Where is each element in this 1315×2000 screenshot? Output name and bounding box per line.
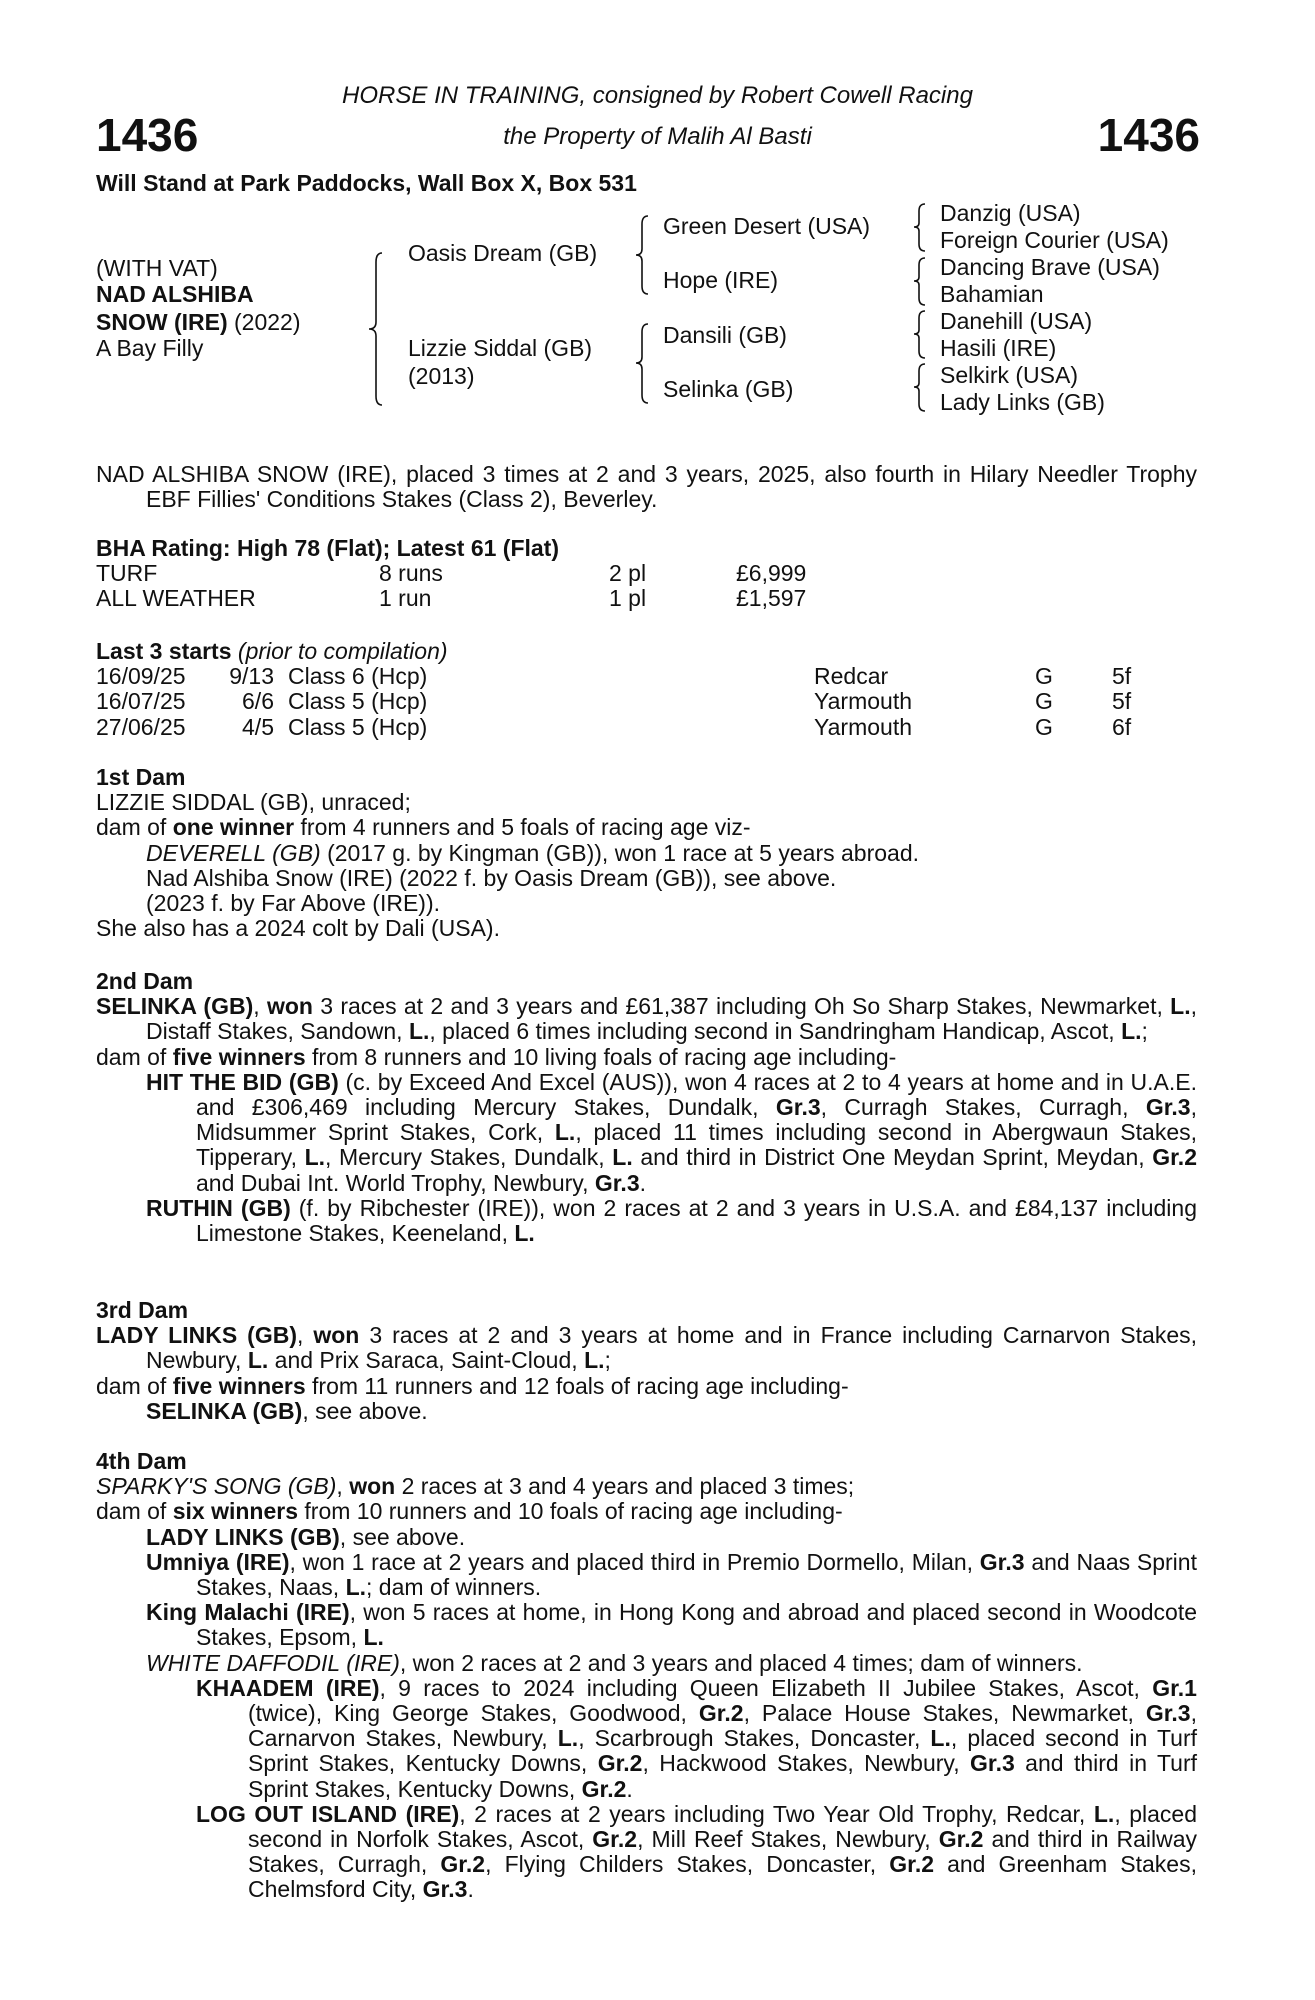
start-race: Class 5 (Hcp) — [288, 688, 428, 715]
text: . — [626, 1775, 633, 1802]
great-grandparent: Danzig (USA) — [940, 200, 1081, 226]
text: . — [467, 1876, 474, 1903]
bold-text: Gr.2 — [592, 1826, 638, 1853]
bold-text: King Malachi (IRE) — [146, 1599, 350, 1626]
text: , Curragh Stakes, Curragh, — [820, 1094, 1146, 1121]
text: , placed second in Norfolk Stakes, Ascot, — [248, 1800, 1198, 1853]
bold-text: L. — [247, 1347, 269, 1374]
text: She also has a 2024 colt by Dali (USA). — [96, 915, 500, 942]
first-dam-section — [96, 765, 1197, 941]
bold-text: RUTHIN (GB) — [146, 1194, 291, 1221]
text: , placed second in Turf Sprint Stakes, Kentucky Downs, — [248, 1725, 1198, 1777]
paragraph — [96, 1651, 1197, 1676]
text: , — [336, 1473, 350, 1500]
paragraph — [96, 891, 1197, 916]
third-dam-section — [96, 1298, 1197, 1424]
placed: 2 pl — [609, 560, 647, 587]
text: dam of — [96, 1498, 173, 1525]
text: NAD ALSHIBA SNOW (IRE), placed 3 times at 2 and 3 years, 2025, also fourth in Hilary Needler Trophy EBF Fillies' Conditions Stakes (Class 2), Beverley. — [96, 461, 1197, 513]
bold-text: L. — [1170, 993, 1191, 1020]
paragraph — [96, 1525, 1197, 1550]
text: , placed 6 times including second in Sandringham Handicap, Ascot, — [429, 1018, 1122, 1045]
paragraph — [96, 815, 1197, 840]
bold-text: L. — [930, 1725, 951, 1752]
bold-text: Gr.2 — [581, 1775, 627, 1802]
text: , see above. — [302, 1397, 428, 1424]
bracket-gg1 — [914, 204, 925, 251]
text: , Mill Reef Stakes, Newbury, — [637, 1826, 939, 1853]
paragraph — [96, 1550, 1197, 1600]
text: from 8 runners and 10 living foals of racing age including- — [305, 1043, 897, 1070]
start-course: Redcar — [814, 663, 889, 690]
text: , won 1 race at 2 years and placed third in Premio Dormello, Milan, — [289, 1548, 980, 1575]
start-pos: 6/6 — [242, 688, 274, 715]
earnings: £1,597 — [736, 585, 807, 612]
bold-text: won — [313, 1322, 360, 1349]
start-race: Class 6 (Hcp) — [288, 663, 428, 690]
bold-text: L. — [557, 1725, 579, 1752]
text: , Flying Childers Stakes, Doncaster, — [485, 1851, 890, 1878]
text: , see above. — [339, 1523, 466, 1550]
bracket-sire-dam — [369, 253, 382, 405]
italic-text: DEVERELL (GB) — [146, 839, 321, 866]
paragraph — [96, 1499, 1197, 1524]
text: and Prix Saraca, Saint-Cloud, — [268, 1347, 585, 1374]
text: , Carnarvon Stakes, Newbury, — [248, 1700, 1197, 1752]
bold-text: LADY LINKS (GB) — [96, 1322, 297, 1349]
text: 3 races at 2 and 3 years and £61,387 including Oh So Sharp Stakes, Newmarket, — [312, 993, 1171, 1020]
bold-text: Umniya (IRE) — [146, 1548, 290, 1575]
start-pos: 9/13 — [229, 663, 274, 690]
text: , Scarbrough Stakes, Doncaster, — [578, 1725, 931, 1752]
text: , Mercury Stakes, Dundalk, — [325, 1144, 613, 1171]
great-grandparent: Dancing Brave (USA) — [940, 254, 1160, 280]
paragraph — [96, 1374, 1197, 1399]
bold-text: L. — [584, 1347, 605, 1374]
text: and third in Turf Sprint Stakes, Kentucky Downs, — [248, 1750, 1198, 1802]
bold-text: Gr.2 — [698, 1700, 744, 1727]
text: and Greenham Stakes, Chelmsford City, — [248, 1851, 1197, 1903]
grandparent: Dansili (GB) — [663, 322, 787, 348]
section-title: 3rd Dam — [96, 1297, 189, 1323]
paragraph — [96, 790, 1197, 815]
text: LIZZIE SIDDAL (GB), unraced; — [96, 789, 411, 816]
lot-number-left: 1436 — [96, 109, 199, 161]
race-summary — [96, 462, 1197, 512]
start-going: G — [1035, 663, 1053, 690]
last-starts-subtitle: (prior to compilation) — [231, 638, 448, 664]
text: (2017 g. by Kingman (GB)), won 1 race at 5 years abroad. — [320, 839, 920, 866]
start-dist: 5f — [1112, 688, 1132, 715]
great-grandparent: Selkirk (USA) — [940, 362, 1079, 388]
text: , 2 races at 2 years including Two Year Old Trophy, Redcar, — [459, 1800, 1094, 1827]
bold-text: HIT THE BID (GB) — [146, 1068, 339, 1095]
property-line: the Property of Malih Al Basti — [503, 123, 812, 150]
bold-text: SELINKA (GB) — [96, 993, 254, 1020]
text: and Naas Sprint Stakes, Naas, — [196, 1548, 1197, 1601]
text: from 4 runners and 5 foals of racing age viz- — [294, 814, 751, 841]
paragraph — [96, 1045, 1197, 1070]
text: , placed 11 times including second in Abergwaun Stakes, Tipperary, — [196, 1119, 1197, 1171]
paragraph — [96, 1196, 1197, 1246]
bold-text: Gr.3 — [775, 1094, 821, 1121]
bold-text: LADY LINKS (GB) — [146, 1523, 340, 1550]
text: , won 5 races at home, in Hong Kong and abroad and placed second in Woodcote Stakes, Epsom, — [196, 1599, 1197, 1651]
bold-text: won — [349, 1473, 396, 1500]
surface: ALL WEATHER — [96, 585, 256, 612]
start-row — [96, 715, 1197, 740]
text: , Palace House Stakes, Newmarket, — [743, 1700, 1146, 1727]
section-title: 4th Dam — [96, 1448, 187, 1474]
foaling-year: (2022) — [227, 309, 301, 335]
bold-text: L. — [514, 1220, 535, 1247]
text: . — [639, 1169, 647, 1196]
text: from 11 runners and 12 foals of racing age including- — [305, 1372, 849, 1399]
stats-row-all-weather — [96, 586, 1197, 611]
text: (f. by Ribchester (IRE)), won 2 races at 2 and 3 years in U.S.A. and £84,137 including Limestone Stakes, Keeneland, — [196, 1194, 1197, 1247]
text: (twice), King George Stakes, Goodwood, — [248, 1700, 699, 1727]
bracket-sire — [636, 216, 648, 294]
text: , won 2 races at 2 and 3 years and placed 4 times; dam of winners. — [399, 1649, 1083, 1676]
text: Nad Alshiba Snow (IRE) (2022 f. by Oasis Dream (GB)), see above. — [146, 864, 837, 891]
text: , Hackwood Stakes, Newbury, — [642, 1750, 970, 1777]
text: (2023 f. by Far Above (IRE)). — [146, 890, 441, 917]
text: and Dubai Int. World Trophy, Newbury, — [196, 1169, 595, 1196]
pedigree-brackets — [0, 0, 1315, 430]
text: 3 races at 2 and 3 years at home and in France including Carnarvon Stakes, Newbury, — [146, 1322, 1197, 1374]
bold-text: Gr.2 — [597, 1750, 643, 1777]
text: dam of — [96, 1043, 173, 1070]
earnings: £6,999 — [736, 560, 807, 587]
last-starts-section — [96, 639, 1197, 740]
bold-text: six winners — [172, 1498, 298, 1525]
bold-text: Gr.2 — [440, 1851, 486, 1878]
start-going: G — [1035, 713, 1053, 740]
paragraph — [96, 1802, 1197, 1903]
italic-text: SPARKY'S SONG (GB) — [96, 1473, 337, 1500]
great-grandparent: Bahamian — [940, 281, 1044, 307]
bold-text: LOG OUT ISLAND (IRE) — [196, 1800, 460, 1827]
last-starts-title: Last 3 starts — [96, 638, 232, 664]
sire: Oasis Dream (GB) — [408, 240, 598, 266]
stand-location: Will Stand at Park Paddocks, Wall Box X, Box 531 — [96, 170, 637, 196]
placed: 1 pl — [609, 585, 647, 612]
consignment-line: HORSE IN TRAINING, consigned by Robert Cowell Racing — [342, 82, 973, 109]
italic-text: WHITE DAFFODIL (IRE) — [146, 1649, 400, 1676]
bold-text: Gr.2 — [889, 1851, 935, 1878]
bold-text: five winners — [172, 1372, 306, 1399]
great-grandparent: Hasili (IRE) — [940, 335, 1057, 361]
bracket-dam — [636, 324, 648, 403]
bracket-gg4 — [914, 364, 925, 411]
bold-text: Gr.1 — [1152, 1674, 1197, 1701]
horse-name-line1: NAD ALSHIBA — [96, 281, 254, 307]
text: and third in Railway Stakes, Curragh, — [248, 1826, 1198, 1878]
great-grandparent: Lady Links (GB) — [940, 389, 1105, 415]
horse-name: SNOW (IRE) — [96, 309, 228, 335]
section-title: 1st Dam — [96, 764, 186, 790]
paragraph — [96, 1399, 1197, 1424]
bold-text: won — [266, 993, 313, 1020]
text: dam of — [96, 1372, 173, 1399]
text: dam of — [96, 814, 173, 841]
start-going: G — [1035, 688, 1053, 715]
lot-number-right: 1436 — [1097, 109, 1200, 161]
bold-text: Gr.3 — [979, 1548, 1025, 1575]
surface: TURF — [96, 560, 158, 587]
paragraph — [96, 1070, 1197, 1196]
bold-text: KHAADEM (IRE) — [196, 1674, 380, 1701]
start-date: 27/06/25 — [96, 713, 186, 740]
bha-rating-title: BHA Rating: High 78 (Flat); Latest 61 (Flat) — [96, 535, 559, 561]
bracket-gg2 — [914, 258, 925, 305]
dam-year: (2013) — [408, 363, 475, 389]
text: , — [253, 993, 267, 1020]
bold-text: Gr.2 — [1152, 1144, 1197, 1171]
runs: 1 run — [379, 585, 432, 612]
bold-text: Gr.3 — [1145, 1094, 1191, 1121]
paragraph — [96, 1474, 1197, 1499]
fourth-dam-section — [96, 1449, 1197, 1903]
bold-text: Gr.3 — [594, 1169, 640, 1196]
paragraph — [96, 1323, 1197, 1373]
start-dist: 5f — [1112, 663, 1132, 690]
grandparent: Selinka (GB) — [663, 376, 794, 402]
text: ; — [1141, 1018, 1148, 1045]
bold-text: five winners — [172, 1043, 306, 1070]
bold-text: L. — [612, 1144, 633, 1171]
bold-text: L. — [345, 1574, 367, 1601]
text: , 9 races to 2024 including Queen Elizabeth II Jubilee Stakes, Ascot, — [379, 1674, 1153, 1701]
start-row — [96, 664, 1197, 689]
dam: Lizzie Siddal (GB) — [408, 335, 593, 361]
text: 2 races at 3 and 4 years and placed 3 times; — [395, 1473, 855, 1500]
text: ; dam of winners. — [366, 1574, 542, 1601]
paragraph — [96, 1600, 1197, 1650]
text: , Distaff Stakes, Sandown, — [146, 993, 1198, 1045]
horse-name-line2 — [96, 309, 300, 335]
bold-text: one winner — [172, 814, 295, 841]
bold-text: Gr.3 — [970, 1750, 1015, 1777]
text: and third in District One Meydan Sprint, Meydan, — [632, 1144, 1153, 1171]
grandparent: Hope (IRE) — [663, 267, 779, 293]
bha-rating-section — [96, 536, 1197, 612]
start-date: 16/09/25 — [96, 663, 186, 690]
paragraph — [96, 1676, 1197, 1802]
bold-text: Gr.3 — [422, 1876, 468, 1903]
text: , Midsummer Sprint Stakes, Cork, — [196, 1094, 1197, 1146]
bold-text: L. — [1093, 1800, 1115, 1827]
bold-text: SELINKA (GB) — [146, 1397, 303, 1424]
paragraph — [96, 841, 1197, 866]
horse-description: A Bay Filly — [96, 335, 204, 361]
start-course: Yarmouth — [814, 688, 913, 715]
start-race: Class 5 (Hcp) — [288, 713, 428, 740]
bold-text: L. — [304, 1144, 326, 1171]
great-grandparent: Danehill (USA) — [940, 308, 1093, 334]
text: from 10 runners and 10 foals of racing age including- — [298, 1498, 843, 1525]
paragraph — [96, 462, 1197, 512]
start-date: 16/07/25 — [96, 688, 186, 715]
bold-text: L. — [363, 1624, 384, 1651]
text: , — [296, 1322, 314, 1349]
runs: 8 runs — [379, 560, 443, 587]
start-dist: 6f — [1112, 713, 1132, 740]
paragraph — [96, 866, 1197, 891]
great-grandparent: Foreign Courier (USA) — [940, 227, 1169, 253]
text: (c. by Exceed And Excel (AUS)), won 4 races at 2 to 4 years at home and in U.A.E. and £306,469 including Mercury Stakes, Dundalk, — [196, 1068, 1197, 1121]
text: ; — [604, 1347, 611, 1374]
bracket-gg3 — [914, 311, 925, 358]
grandparent: Green Desert (USA) — [663, 213, 871, 239]
bold-text: L. — [554, 1119, 576, 1146]
paragraph — [96, 994, 1197, 1044]
start-row — [96, 689, 1197, 714]
bold-text: Gr.3 — [1145, 1700, 1191, 1727]
stats-row-turf — [96, 561, 1197, 586]
start-course: Yarmouth — [814, 713, 913, 740]
section-title: 2nd Dam — [96, 968, 194, 994]
paragraph — [96, 916, 1197, 941]
bold-text: Gr.2 — [938, 1826, 984, 1853]
vat-note: (WITH VAT) — [96, 255, 218, 281]
second-dam-section — [96, 969, 1197, 1246]
bold-text: L. — [408, 1018, 430, 1045]
bold-text: L. — [1121, 1018, 1142, 1045]
start-pos: 4/5 — [242, 713, 274, 740]
